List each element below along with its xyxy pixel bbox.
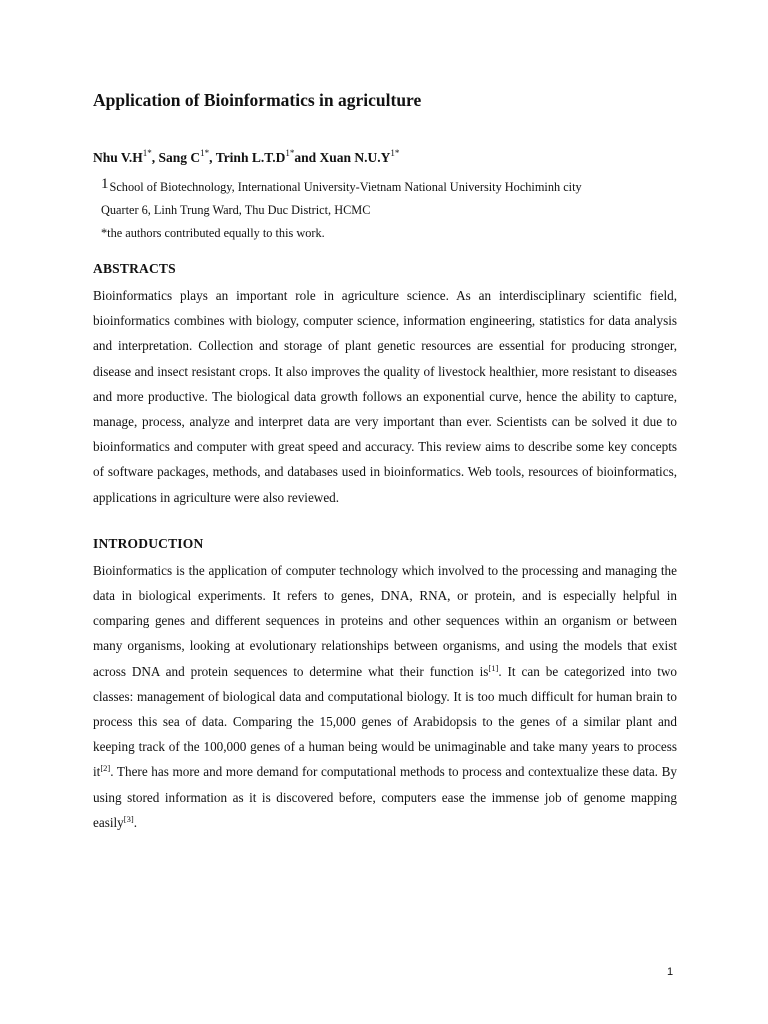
- paper-title: Application of Bioinformatics in agriculture: [93, 90, 422, 110]
- affiliation-number: 1: [101, 176, 109, 192]
- intro-text-part: . There has more and more demand for computational methods to process and contextualize these data. By using stored information as it is discovered before, computers ease the immense job of genome mapping easily: [93, 764, 677, 830]
- intro-text-part: .: [133, 814, 137, 830]
- author-separator: and: [294, 150, 320, 165]
- equal-contribution-note: *the authors contributed equally to this work.: [101, 226, 325, 240]
- author-list: [93, 143, 677, 168]
- author-mark: 1*: [142, 148, 152, 158]
- affiliation-line-1: [101, 173, 677, 199]
- affiliation-text: School of Biotechnology, International University-Vietnam National University Hochiminh city: [109, 180, 582, 194]
- affiliation-line-2: Quarter 6, Linh Trung Ward, Thu Duc District, HCMC: [101, 203, 371, 217]
- author-separator: ,: [151, 150, 159, 165]
- introduction-text: [93, 558, 677, 835]
- abstract-text: Bioinformatics plays an important role in agriculture science. As an interdisciplinary scientific field, bioinformatics combines with biology, computer science, information engineering, statistics for data analysis and interpretation. Collection and storage of plant genetic resources are essential for producing stronger, disease and insect resistant crops. It also improves the quality of livestock healthier, more resistant to diseases and more productive. The biological data growth follows an exponential curve, hence the ability to capture, manage, process, analyze and interpret data are very important than ever. Scientists can be solved it due to bioinformatics and computer with great speed and accuracy. This review aims to describe some key concepts of software packages, methods, and databases used in bioinformatics. Web tools, resources of bioinformatics, applications in agriculture were also reviewed.: [93, 288, 677, 505]
- author-separator: ,: [209, 150, 216, 165]
- author-name: Trinh L.T.D: [215, 150, 286, 165]
- author-mark: 1*: [285, 148, 295, 158]
- citation-ref-2: [2]: [100, 763, 111, 774]
- introduction-heading: INTRODUCTION: [93, 535, 204, 551]
- intro-text-part: . It can be categorized into two classes: management of biological data and computational biology. It is too much difficult for human brain to process this sea of data. Comparing the 15,000 genes of Arabidopsis to the genes of a similar plant and keeping track of the 100,000 genes of a human being would be unimaginable and take many years to process it: [93, 663, 677, 780]
- author-mark: 1*: [390, 148, 400, 158]
- intro-text-part: Bioinformatics is the application of computer technology which involved to the processing and managing the data in biological experiments. It refers to genes, DNA, RNA, or protein, and is especially helpful in comparing genes and different sequences in proteins and other sequences within an organism or between many organisms, looking at evolutionary relationships between organisms, and using the models that exist across DNA and protein sequences to determine what their function is: [93, 562, 677, 679]
- affiliation-block: [93, 173, 677, 245]
- abstract-heading: ABSTRACTS: [93, 261, 176, 276]
- citation-ref-3: [3]: [123, 813, 134, 824]
- citation-ref-1: [1]: [488, 662, 499, 673]
- author-name: Xuan N.U.Y: [319, 150, 391, 165]
- author-name: Nhu V.H: [93, 150, 143, 165]
- page-number: 1: [667, 966, 674, 978]
- author-mark: 1*: [200, 148, 210, 158]
- author-name: Sang C: [158, 150, 201, 165]
- paper-page: [93, 88, 677, 835]
